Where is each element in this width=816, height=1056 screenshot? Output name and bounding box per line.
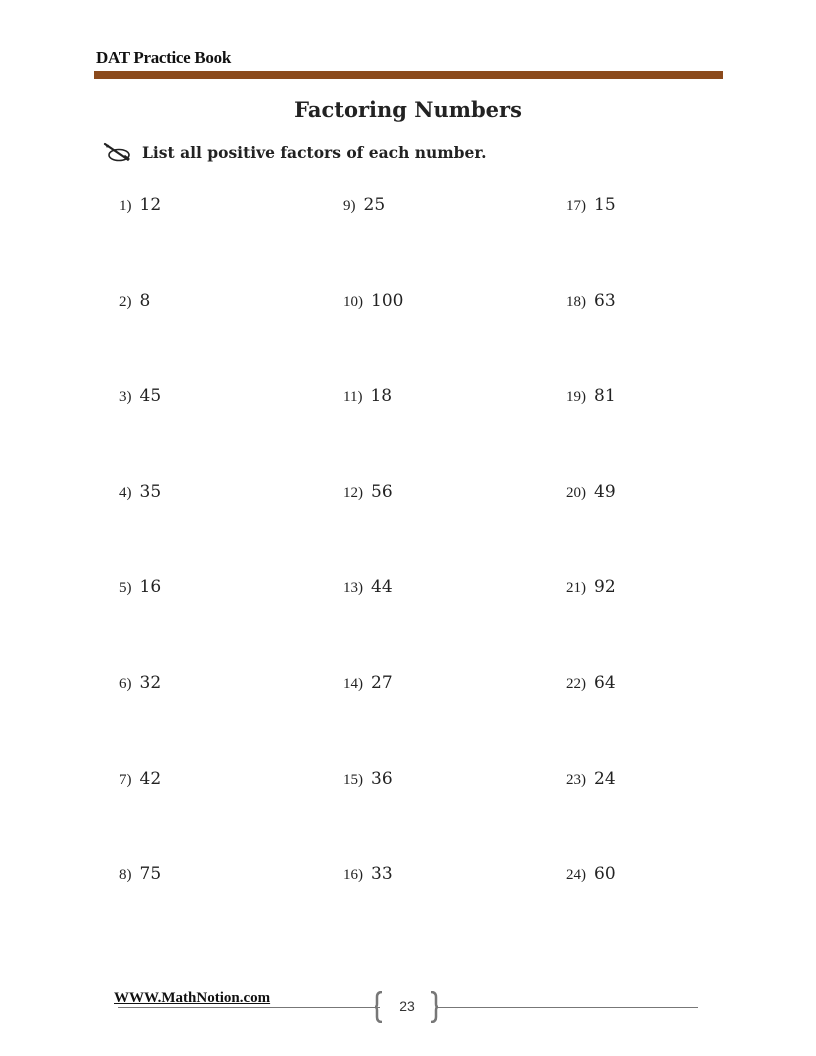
problem-value: 24 <box>594 769 616 789</box>
problem-number: 16) <box>343 867 363 883</box>
book-title: DAT Practice Book <box>96 48 231 67</box>
problem-value: 33 <box>371 864 393 884</box>
problem-item <box>343 577 393 597</box>
problem-value: 44 <box>371 577 393 597</box>
problem-number: 3) <box>119 389 132 405</box>
problem-number: 11) <box>343 389 363 405</box>
problem-number: 23) <box>566 772 586 788</box>
problem-value: 49 <box>594 482 616 502</box>
problem-value: 25 <box>363 195 386 215</box>
problem-item <box>343 386 392 406</box>
problem-number: 9) <box>343 198 356 214</box>
problem-value: 12 <box>139 195 162 215</box>
problem-value: 27 <box>371 673 393 693</box>
problem-number: 24) <box>566 867 586 883</box>
footer-divider-right <box>438 1007 698 1008</box>
problem-item <box>343 291 403 311</box>
footer-divider-left <box>118 1007 380 1008</box>
problem-item <box>119 482 161 502</box>
bracket-left-icon <box>374 991 384 1023</box>
problem-number: 19) <box>566 389 586 405</box>
problem-item <box>119 864 161 884</box>
problem-value: 15 <box>594 195 616 215</box>
problem-item <box>343 195 385 215</box>
problem-item <box>566 291 616 311</box>
problem-item <box>119 195 161 215</box>
problem-number: 14) <box>343 676 363 692</box>
problem-number: 5) <box>119 580 132 596</box>
problem-value: 36 <box>371 769 393 789</box>
problem-value: 81 <box>594 386 616 406</box>
problem-value: 56 <box>371 482 393 502</box>
problem-item <box>119 769 161 789</box>
problem-value: 64 <box>594 673 616 693</box>
problem-number: 22) <box>566 676 586 692</box>
problem-number: 6) <box>119 676 132 692</box>
problem-item <box>566 769 616 789</box>
header-divider <box>94 71 723 79</box>
problem-item <box>343 864 393 884</box>
problem-value: 45 <box>139 386 162 406</box>
problem-item <box>119 291 150 311</box>
problem-item <box>343 482 393 502</box>
problem-value: 8 <box>139 291 151 311</box>
problem-number: 15) <box>343 772 363 788</box>
problem-value: 60 <box>594 864 616 884</box>
problem-number: 20) <box>566 485 586 501</box>
problem-item <box>566 864 616 884</box>
problem-number: 21) <box>566 580 586 596</box>
problem-number: 10) <box>343 294 363 310</box>
problem-value: 42 <box>139 769 162 789</box>
problem-number: 17) <box>566 198 586 214</box>
problem-number: 8) <box>119 867 132 883</box>
problem-value: 18 <box>370 386 393 406</box>
problem-item <box>566 673 616 693</box>
problem-item <box>343 673 393 693</box>
page-number: 23 <box>399 998 415 1014</box>
problem-value: 32 <box>139 673 162 693</box>
problem-value: 35 <box>139 482 162 502</box>
problem-number: 12) <box>343 485 363 501</box>
problem-value: 63 <box>594 291 616 311</box>
problem-item <box>119 673 161 693</box>
problem-item <box>566 482 616 502</box>
problem-item <box>119 577 161 597</box>
footer-website: WWW.MathNotion.com <box>114 990 271 1006</box>
problem-number: 13) <box>343 580 363 596</box>
page-title: Factoring Numbers <box>294 97 522 122</box>
problem-item <box>119 386 161 406</box>
problem-item <box>566 386 616 406</box>
problem-number: 4) <box>119 485 132 501</box>
problem-item <box>566 577 616 597</box>
problem-value: 100 <box>371 291 404 311</box>
problem-number: 18) <box>566 294 586 310</box>
problem-value: 75 <box>139 864 162 884</box>
problem-value: 92 <box>594 577 616 597</box>
instruction-text: List all positive factors of each number. <box>142 142 487 162</box>
problem-item <box>343 769 393 789</box>
problem-item <box>566 195 616 215</box>
problem-number: 7) <box>119 772 132 788</box>
problem-value: 16 <box>139 577 162 597</box>
pencil-icon <box>102 140 134 164</box>
problem-number: 2) <box>119 294 132 310</box>
instruction <box>102 139 487 165</box>
problem-number: 1) <box>119 198 132 214</box>
